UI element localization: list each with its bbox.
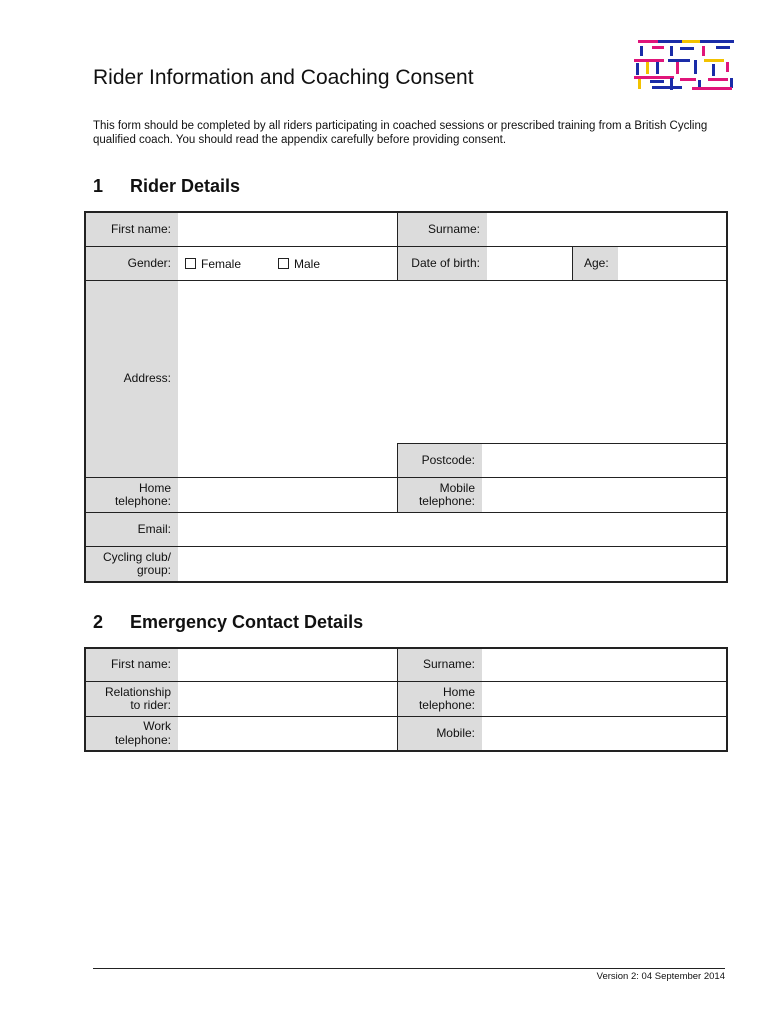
gender-label: Gender: bbox=[86, 247, 178, 280]
ec-work-telephone-label: Work telephone: bbox=[86, 717, 178, 750]
footer-divider bbox=[93, 968, 725, 969]
age-field[interactable] bbox=[618, 247, 726, 280]
divider bbox=[86, 477, 726, 478]
gender-female-option[interactable]: Female bbox=[185, 257, 241, 271]
surname-field[interactable] bbox=[487, 213, 726, 246]
ec-first-name-label: First name: bbox=[86, 649, 178, 681]
email-label: Email: bbox=[86, 513, 178, 546]
ec-work-telephone-field[interactable] bbox=[178, 717, 397, 750]
section-2-number: 2 bbox=[93, 612, 104, 632]
divider bbox=[86, 716, 726, 717]
email-field[interactable] bbox=[178, 513, 726, 546]
ec-first-name-field[interactable] bbox=[178, 649, 397, 681]
divider bbox=[86, 246, 726, 247]
divider bbox=[397, 649, 398, 750]
divider bbox=[86, 681, 726, 682]
ec-surname-label: Surname: bbox=[398, 649, 482, 681]
ec-home-telephone-label: Home telephone: bbox=[398, 682, 482, 716]
ec-mobile-label: Mobile: bbox=[398, 717, 482, 750]
mobile-telephone-label: Mobile telephone: bbox=[398, 478, 482, 512]
home-telephone-label: Home telephone: bbox=[86, 478, 178, 512]
ec-mobile-field[interactable] bbox=[482, 717, 726, 750]
page-title: Rider Information and Coaching Consent bbox=[93, 66, 474, 89]
postcode-field[interactable] bbox=[482, 444, 726, 477]
cycling-club-label: Cycling club/ group: bbox=[86, 547, 178, 581]
surname-label: Surname: bbox=[398, 213, 487, 246]
intro-paragraph: This form should be completed by all riders participating in coached sessions or prescribed training from a British Cycling qualified coach. You should read the appendix carefully before providing consent. bbox=[93, 120, 708, 146]
address-label: Address: bbox=[86, 281, 178, 477]
ec-surname-field[interactable] bbox=[482, 649, 726, 681]
gender-male-option[interactable]: Male bbox=[278, 257, 320, 271]
divider bbox=[397, 443, 726, 444]
british-cycling-logo-icon bbox=[632, 36, 740, 92]
version-text: Version 2: 04 September 2014 bbox=[596, 971, 725, 982]
cycling-club-field[interactable] bbox=[178, 547, 726, 581]
dob-label: Date of birth: bbox=[398, 247, 487, 280]
dob-field[interactable] bbox=[487, 247, 572, 280]
divider bbox=[86, 512, 726, 513]
checkbox-icon[interactable] bbox=[185, 258, 196, 269]
ec-relationship-field[interactable] bbox=[178, 682, 397, 716]
first-name-label: First name: bbox=[86, 213, 178, 246]
ec-home-telephone-field[interactable] bbox=[482, 682, 726, 716]
divider bbox=[86, 546, 726, 547]
section-1-number: 1 bbox=[93, 176, 104, 196]
postcode-label: Postcode: bbox=[398, 444, 482, 477]
divider bbox=[397, 443, 398, 512]
age-label: Age: bbox=[573, 247, 618, 280]
mobile-telephone-field[interactable] bbox=[482, 478, 726, 512]
ec-relationship-label: Relationship to rider: bbox=[86, 682, 178, 716]
divider bbox=[86, 280, 726, 281]
section-1-title: Rider Details bbox=[130, 176, 241, 196]
address-field[interactable] bbox=[178, 281, 726, 443]
checkbox-icon[interactable] bbox=[278, 258, 289, 269]
divider bbox=[572, 247, 573, 280]
home-telephone-field[interactable] bbox=[178, 478, 397, 512]
first-name-field[interactable] bbox=[178, 213, 397, 246]
divider bbox=[397, 213, 398, 280]
section-2-title: Emergency Contact Details bbox=[130, 612, 364, 632]
